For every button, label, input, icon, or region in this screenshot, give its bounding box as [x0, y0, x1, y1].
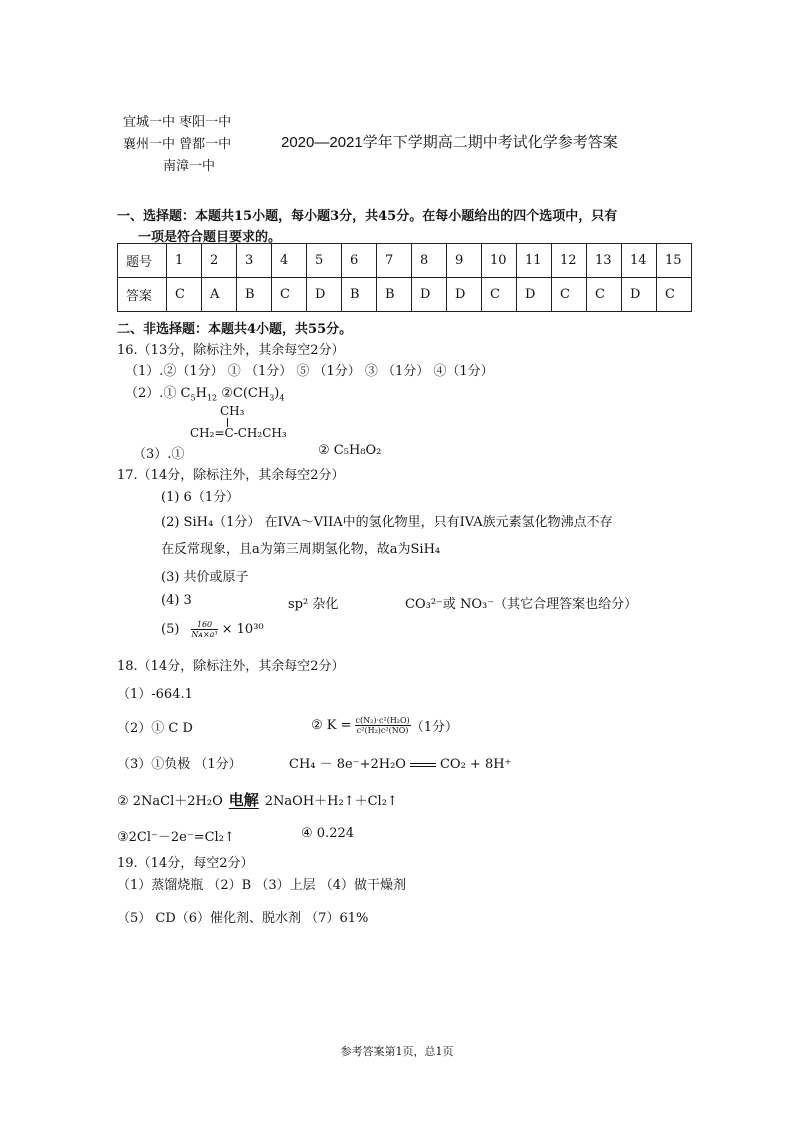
q17-answer-4a: (4) 3	[161, 593, 192, 608]
table-cell: C	[657, 278, 692, 312]
table-header-cell: 答案	[118, 278, 167, 312]
table-cell: 4	[272, 244, 307, 278]
q16-a2-sub: 5	[190, 393, 196, 403]
table-cell: 14	[622, 244, 657, 278]
q16-answer-1: （1）.②（1分） ① （1分） ⑤ （1分） ③ （1分） ④（1分）	[125, 364, 494, 379]
q16-a2-prefix: （2）.① C	[125, 386, 191, 401]
section2-heading: 二、非选择题：本题共4小题，共55分。	[117, 322, 353, 337]
school-list-line1: 宜城一中 枣阳一中	[123, 115, 232, 130]
table-cell: 11	[517, 244, 552, 278]
q17-answer-2: (2) SiH₄（1分） 在IVA～VIIA中的氢化物里，只有IVA族元素氢化物沸点不存	[161, 515, 613, 530]
table-cell: B	[342, 278, 377, 312]
q17-answer-4b: sp² 杂化	[288, 597, 339, 612]
q17-answer-3: (3) 共价或原子	[161, 570, 249, 585]
table-cell: A	[202, 278, 237, 312]
table-cell: C	[552, 278, 587, 312]
table-cell: B	[377, 278, 412, 312]
q19-answer-1: （1）蒸馏烧瓶 （2）B （3）上层 （4）做干燥剂	[117, 878, 407, 893]
q16-a2-paren: )	[274, 386, 280, 401]
page-title: 2020—2021学年下学期高二期中考试化学参考答案	[281, 134, 618, 151]
table-cell: 9	[447, 244, 482, 278]
table-cell: 6	[342, 244, 377, 278]
table-header-cell: 题号	[118, 244, 167, 278]
q16-a2-sub: 4	[279, 393, 285, 403]
q16-heading: 16.（13分，除标注外，其余每空2分）	[117, 343, 345, 358]
table-cell: D	[307, 278, 342, 312]
q16-structure-top: CH₃	[220, 404, 245, 418]
q18-eq-right: CO₂ + 8H⁺	[439, 757, 512, 772]
page-footer: 参考答案第1页，总1页	[340, 1045, 454, 1058]
school-list-line3: 南漳一中	[163, 159, 216, 174]
q18-answer-4	[117, 789, 398, 810]
table-cell: 13	[587, 244, 622, 278]
answer-table	[117, 243, 692, 312]
q17-a5-label: (5)	[161, 621, 180, 637]
q18-heading: 18.（14分，除标注外，其余每空2分）	[117, 659, 345, 674]
q17-answer-2-continued: 在反常现象，且a为第三周期氢化物，故a为SiH₄	[161, 542, 441, 557]
q16-answer-2	[125, 382, 284, 403]
table-cell: 15	[657, 244, 692, 278]
table-cell: 5	[307, 244, 342, 278]
q17-a5-numerator: 160	[191, 620, 217, 630]
q17-answer-4c: CO₃²⁻或 NO₃⁻（其它合理答案也给分）	[405, 597, 638, 612]
q18-electrolysis-right: 2NaOH＋H₂↑＋Cl₂↑	[264, 794, 398, 809]
q17-heading: 17.（14分，除标注外，其余每空2分）	[117, 468, 345, 483]
q17-a5-denominator: Nᴀ×a³	[191, 629, 218, 639]
equals-sign	[410, 763, 436, 767]
q17-a5-fraction	[191, 620, 217, 639]
q16-answer-3b: ② C₅H₈O₂	[318, 443, 382, 458]
electrolysis-condition: 电解	[228, 791, 259, 809]
table-cell: C	[482, 278, 517, 312]
q18-k-denominator: c²(H₂)c²(NO)	[356, 725, 409, 735]
q18-k-score: （1分）	[410, 719, 458, 735]
q18-answer-5b: ④ 0.224	[301, 826, 355, 841]
q16-a2-sub: 12	[206, 393, 218, 403]
table-cell: 3	[237, 244, 272, 278]
table-cell: B	[237, 278, 272, 312]
q17-answer-1: (1) 6（1分）	[161, 490, 240, 505]
section1-heading-line2: 一项是符合题目要求的。	[138, 230, 282, 245]
table-cell: 10	[482, 244, 517, 278]
table-row-numbers	[118, 244, 692, 278]
q18-answer-5a: ③2Cl⁻－2e⁻=Cl₂↑	[117, 830, 235, 845]
q18-k-fraction	[355, 716, 411, 735]
q19-answer-2: （5） CD（6）催化剂、脱水剂 （7）61%	[117, 911, 369, 926]
q16-structure-bottom: CH₂=C-CH₂CH₃	[190, 426, 287, 440]
q18-answer-3b	[289, 753, 511, 772]
table-cell: 2	[202, 244, 237, 278]
q18-eq-left: CH₄ － 8e⁻+2H₂O	[289, 757, 406, 772]
table-cell: C	[167, 278, 202, 312]
q16-a2-sub: 3	[269, 393, 275, 403]
table-cell: C	[587, 278, 622, 312]
section1-heading-line1: 一、选择题：本题共15小题，每小题3分，共45分。在每小题给出的四个选项中，只有	[117, 209, 618, 224]
q18-answer-1: （1）-664.1	[117, 687, 193, 702]
q19-heading: 19.（14分，每空2分）	[117, 856, 254, 871]
q16-answer-3a: （3）.①	[133, 447, 185, 462]
table-cell: 12	[552, 244, 587, 278]
q18-k-numerator: c(N₂)·c²(H₂O)	[355, 715, 410, 725]
q16-a2-h: H	[195, 386, 207, 401]
table-row-answers	[118, 278, 692, 312]
table-cell: D	[517, 278, 552, 312]
table-cell: D	[447, 278, 482, 312]
table-cell: 1	[167, 244, 202, 278]
table-cell: D	[622, 278, 657, 312]
q17-a5-tail: × 10³⁰	[221, 621, 264, 637]
table-cell: 7	[377, 244, 412, 278]
q18-answer-2b	[311, 710, 458, 740]
table-cell: D	[412, 278, 447, 312]
table-cell: C	[272, 278, 307, 312]
table-cell: 8	[412, 244, 447, 278]
school-list-line2: 襄州一中 曾都一中	[123, 137, 232, 152]
q18-k-label: ② K =	[311, 717, 352, 733]
q16-a2-b: ②C(CH	[217, 386, 270, 401]
q18-answer-2a: （2）① C D	[117, 721, 193, 736]
q17-answer-5	[161, 614, 264, 644]
q18-electrolysis-left: ② 2NaCl＋2H₂O	[117, 794, 223, 809]
q18-answer-3a: （3）①负极 （1分）	[117, 757, 242, 772]
